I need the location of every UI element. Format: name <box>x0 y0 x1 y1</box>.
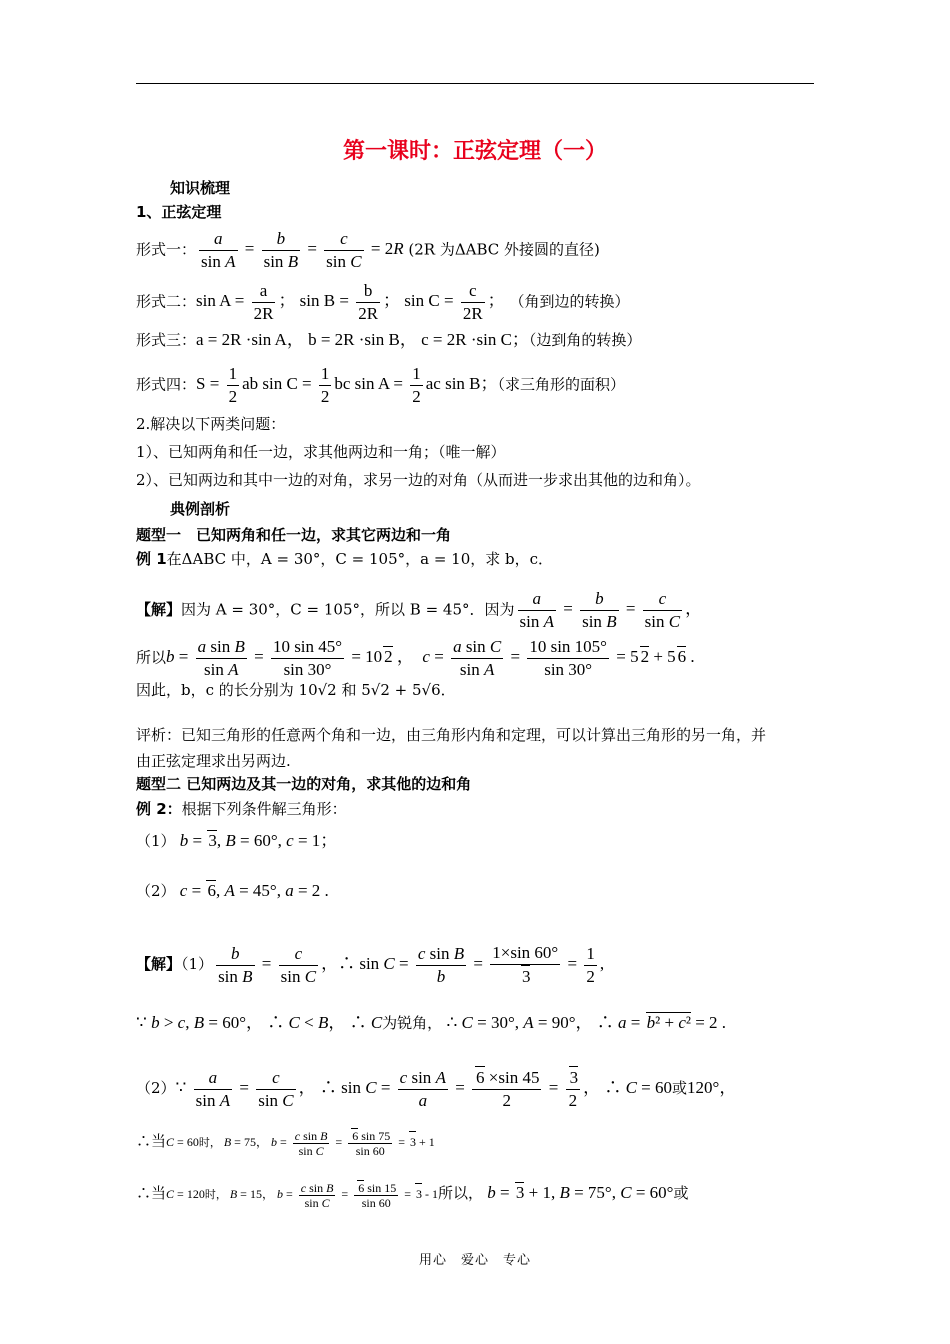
solution2-acute: 为锐角， <box>382 1014 443 1032</box>
solution1-so: 所以 <box>136 648 167 667</box>
solution2-item2: （2） <box>136 1078 176 1097</box>
solution2-formula1: $\frac{b}{\text{sin B}}$ = $\frac{c}{\text{sin C}}$ ，∴ sin C = $\frac{\text{c sin B}}{b}$ = $\frac{1\times\sin 60^\circ}{3}$ = $\frac{1}{2}$ , <box>218 943 605 986</box>
solution2-label: 【解】 <box>136 954 182 973</box>
form3-formula: a = 2R ·sin A， b = 2R ·sin B， c = 2R ·sin C； <box>196 330 529 349</box>
solution1-conclusion: 因此，b，c 的长分别为 10√2 和 5√2 + 5√6． <box>136 681 456 699</box>
form3-line <box>136 330 641 350</box>
example1-text: 在ΔABC 中，A = 30°，C = 105°，a = 10，求 b，c． <box>166 550 554 568</box>
type1-heading: 题型一 已知两角和任一边，求其它两边和一角 <box>136 526 452 544</box>
heading-sine-rule: 1、正弦定理 <box>136 203 222 221</box>
solution2-formula4: ∵ $\frac{a}{\text{sin A}}$ = $\frac{c}{\text{sin C}}$ ， ∴ sin C = $\frac{\text{c sin A}}{a}$ = $\frac{6 \times\sin 45}{2}$ = $\frac{3}{2}$ ， ∴ C = 60 <box>175 1067 673 1110</box>
form1-note: (2R 为ΔABC 外接圆的直径) <box>408 240 600 259</box>
example2-item1-label: （1） <box>136 832 176 850</box>
solution1-line2 <box>136 636 695 681</box>
form1-label: 形式一： <box>136 240 197 259</box>
solution2-when-time2: 时， <box>204 1187 227 1201</box>
page-title: 第一课时：正弦定理（一） <box>342 139 607 164</box>
form3-note: （边到角的转换） <box>528 331 642 349</box>
solution2-120: 120°， <box>687 1077 737 1097</box>
solution1-ratio: $\frac{a}{\text{sin A}}$ = $\frac{b}{\text{sin B}}$ = $\frac{c}{\text{sin C}}$ ， <box>519 589 703 631</box>
example2-item1 <box>136 830 337 851</box>
solution2-case1: ∴当C = 60时， B = 75， b = $\frac{\text{c sin B}}{\text{sin C}}$ = $\frac{6 \sin 75}{\sin 60}$ = 3 + 1 <box>136 1128 435 1158</box>
solution2-line2 <box>136 1012 726 1033</box>
form2-line <box>136 280 629 325</box>
solution1-line1 <box>136 588 702 633</box>
form4-line <box>136 363 625 408</box>
solution2-final: b = 3 + 1, B = 75°, C = 60° <box>487 1182 674 1202</box>
form1-line <box>136 228 600 273</box>
solution1-text1: 因为 A = 30°，C = 105°，所以 B = 45°．因为 <box>181 600 515 619</box>
problem-type-1: 1）、已知两角和任一边，求其他两边和一角；（唯一解） <box>136 443 506 461</box>
solution2-case1-formula2: B = 75， b = $\frac{\text{c sin B}}{\text{sin C}}$ = $\frac{6 \sin 75}{\sin 60}$ = 3 + 1 <box>223 1128 435 1158</box>
form4-note: （求三角形的面积） <box>497 375 626 394</box>
header-rule <box>136 83 814 84</box>
form2-formula: sin A = $\frac{a}{2R}$ ； sin B = $\frac{b}{2R}$ ； sin C = $\frac{c}{2R}$ ； <box>196 281 505 323</box>
example2-item2 <box>136 880 329 901</box>
solution2-formula2: ∵ b > c, B = 60°， ∴ C < B， ∴ C <box>136 1013 383 1032</box>
form2-label: 形式二： <box>136 292 197 311</box>
solution2-when-time1: 时， <box>198 1135 221 1149</box>
section-examples: 典例剖析 <box>170 500 231 518</box>
solution2-case2: ∴当C = 120时， B = 15， b = $\frac{\text{c sin B}}{\text{sin C}}$ = $\frac{6 \sin 15}{\sin 60}$ = 3 - 1所以， b = 3 + 1, B = 75°, C = 60°或 <box>136 1180 689 1210</box>
solution2-case2-formula2: B = 15， b = $\frac{\text{c sin B}}{\text{sin C}}$ = $\frac{6 \sin 15}{\sin 60}$ = 3 - 1 <box>229 1180 438 1210</box>
solution2-or: 或 <box>672 1078 688 1097</box>
comment-line1: 评析：已知三角形的任意两个角和一边，由三角形内角和定理，可以计算出三角形的另一角，并 <box>136 726 767 744</box>
form2-note: （角到边的转换） <box>509 292 630 311</box>
form1-formula: $\frac{a}{\text{sin A}}$ = $\frac{b}{\text{sin B}}$ = $\frac{c}{\text{sin C}}$ = 2R <box>201 229 404 271</box>
example2-item2-formula: c = 6, A = 45°, a = 2 . <box>179 881 329 900</box>
section-knowledge: 知识梳理 <box>170 179 231 197</box>
comment-line2: 由正弦定理求出另两边. <box>136 752 291 770</box>
type2-heading: 题型二 已知两边及其一边的对角，求其他的边和角 <box>136 775 472 793</box>
form3-label: 形式三： <box>136 331 197 349</box>
example2-text: 根据下列条件解三角形： <box>181 800 347 818</box>
solution1-label: 【解】 <box>136 600 182 619</box>
solution2-case1-formula: C = 60 <box>166 1134 199 1149</box>
solution2-formula3: ∴ C = 30°, A = 90°， ∴ a = b² + c² = 2 . <box>442 1013 727 1032</box>
example1-label: 例 1 <box>136 550 167 568</box>
form4-label: 形式四： <box>136 375 197 394</box>
example2-item1-formula: b = 3, B = 60°, c = 1； <box>179 831 338 850</box>
example2-line <box>136 799 347 819</box>
solution2-line3 <box>136 1066 736 1112</box>
solution2-when2: 当 <box>151 1183 167 1202</box>
example1-line <box>136 549 553 569</box>
heading-problem-types: 2.解决以下两类问题： <box>136 415 286 433</box>
solution2-so: 所以， <box>438 1183 484 1202</box>
form4-formula: S = $\frac{1}{2}$ ab sin C = $\frac{1}{2}$ bc sin A = $\frac{1}{2}$ ac sin B； <box>196 364 498 406</box>
solution2-or2: 或 <box>673 1183 689 1202</box>
example2-label: 例 2： <box>136 800 182 818</box>
solution1-formula: b = $\frac{\text{a sin B}}{\text{sin A}}$ = $\frac{10 \sin 45^\circ}{\sin 30^\circ}$ = 10 2 ， c = $\frac{\text{a sin C}}{\text{sin A}}$ = $\frac{10 \sin 105^\circ}{\sin 30^\circ}$ = 5 2 + 5 6 . <box>166 637 695 679</box>
solution2-line1 <box>136 942 604 988</box>
solution2-case2-formula: C = 120 <box>166 1186 205 1201</box>
solution2-when1: 当 <box>151 1131 167 1150</box>
problem-type-2: 2）、已知两边和其中一边的对角，求另一边的对角（从而进一步求出其他的边和角）。 <box>136 471 701 489</box>
solution2-item1: （1） <box>181 954 214 973</box>
example2-item2-label: （2） <box>136 882 176 900</box>
page-footer: 用心 爱心 专心 <box>418 1253 531 1268</box>
